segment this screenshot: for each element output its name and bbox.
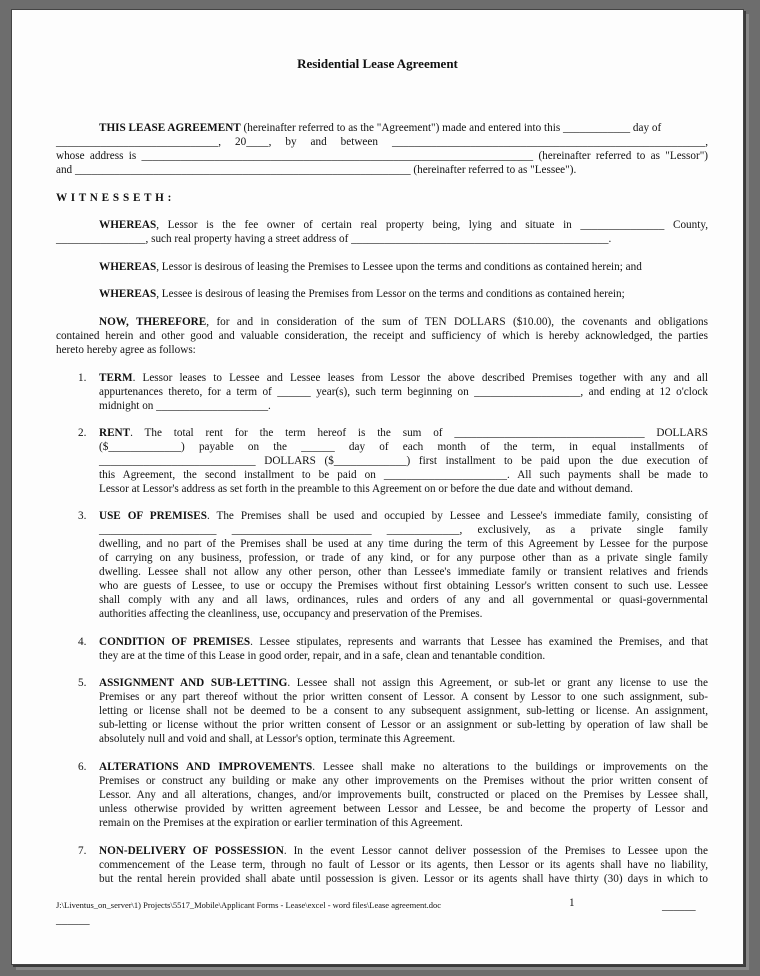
- now-therefore-line-2: contained herein and other good and valuable consideration, the receipt and sufficiency of which is hereby acknowledged, the parties: [56, 330, 708, 342]
- whereas-1-line-2: ________________, such real property having a street address of ______________________________________________.: [56, 233, 612, 245]
- section-2-number: 2.: [78, 427, 87, 439]
- intro-line-1: THIS LEASE AGREEMENT (hereinafter referred to as the "Agreement") made and entered into this ____________ day of: [99, 122, 662, 134]
- section-6-line-5: remain on the Premises at the expiration or earlier termination of this Agreement.: [99, 817, 463, 829]
- section-6-line-1: ALTERATIONS AND IMPROVEMENTS. Lessee shall make no alterations to the buildings or improvements on the: [99, 761, 709, 773]
- intro-bold: THIS LEASE AGREEMENT: [99, 122, 241, 134]
- section-3-line-8: authorities affecting the cleanliness, use, occupancy and preservation of the Premises.: [99, 608, 483, 620]
- section-1-line-3: midnight on ____________________.: [99, 400, 271, 412]
- section-3-number: 3.: [78, 510, 87, 522]
- section-2-line-4: this Agreement, the second installment to be paid on ______________________. All such payments shall be made to: [99, 469, 708, 481]
- section-2-line-1: RENT. The total rent for the term hereof is the sum of __________________________________ DOLLARS: [99, 427, 708, 439]
- section-7-line-2: commencement of the Lease term, through no fault of Lessor or its agents, then Lessor or its agents shall have no liability,: [99, 859, 708, 871]
- section-5-line-5: absolutely null and void and shall, at Lessor's option, terminate this Agreement.: [99, 733, 456, 745]
- document-title: Residential Lease Agreement: [297, 56, 458, 71]
- section-4-heading: CONDITION OF PREMISES: [99, 636, 251, 648]
- section-1-line-2: appurtenances thereto, for a term of ______ year(s), such term beginning on ___________________, and ending at 12 o'clock: [99, 386, 708, 398]
- section-5-line-4: sub-letting or license without the prior written consent of Lessor or an assignment or sub-letting by operation of law shall be: [99, 719, 708, 731]
- section-2-line-3: ____________________________ DOLLARS ($_____________) first installment to be paid upon the due execution of: [99, 455, 708, 467]
- section-5-line-2: Premises or any part thereof without the prior written consent of Lessor. A consent by Lessor to one such assignment, sub-: [99, 691, 708, 703]
- whereas-3: WHEREAS, Lessee is desirous of leasing the Premises from Lessor on the terms and conditions as contained herein;: [99, 288, 625, 300]
- section-3-line-5: dwelling. Lessee shall not allow any other person, other than Lessee's immediate family or transient relatives and friends: [99, 566, 708, 578]
- footer-initials-line-left: ______: [56, 914, 90, 926]
- intro-line-3: whose address is ______________________________________________________________________ (hereinafter referred to as "Lessor"): [56, 150, 708, 162]
- whereas-2: WHEREAS, Lessor is desirous of leasing the Premises to Lessee upon the terms and conditions as contained herein; and: [99, 261, 642, 273]
- footer-page-number: 1: [569, 897, 575, 909]
- section-6-heading: ALTERATIONS AND IMPROVEMENTS: [99, 761, 313, 773]
- footer-file-path: J:\Liventus_on_server\1) Projects\5517_Mobile\Applicant Forms - Lease\excel - word files\Lease agreement.doc: [56, 900, 441, 910]
- witnesseth-heading: W I T N E S S E T H :: [56, 192, 172, 204]
- now-therefore-line-1: NOW, THEREFORE, for and in consideration of the sum of TEN DOLLARS ($10.00), the covenants and obligations: [99, 316, 708, 328]
- document-page: [11, 9, 744, 965]
- section-7-number: 7.: [78, 845, 87, 857]
- section-1-heading: TERM: [99, 372, 133, 384]
- section-7-heading: NON-DELIVERY OF POSSESSION: [99, 845, 284, 857]
- section-3-line-4: of carrying on any business, profession, or trade of any kind, or for any purpose other than as a private single family: [99, 552, 708, 564]
- section-4-number: 4.: [78, 636, 87, 648]
- section-5-number: 5.: [78, 677, 87, 689]
- section-2-line-5: Lessor at Lessor's address as set forth in the preamble to this Agreement on or before the due date and without demand.: [99, 483, 633, 495]
- section-3-line-7: shall comply with any and all laws, ordinances, rules and orders of any and all governmental or quasi-governmental: [99, 594, 708, 606]
- section-5-heading: ASSIGNMENT AND SUB-LETTING: [99, 677, 288, 689]
- section-1-number: 1.: [78, 372, 87, 384]
- now-therefore-line-3: hereto hereby agree as follows:: [56, 344, 196, 356]
- section-2-line-2: ($_____________) payable on the ______ day of each month of the term, in equal installments of: [99, 441, 708, 453]
- section-7-line-3: but the rental herein provided shall abate until possession is given. Lessor or its agents shall have thirty (30) days in which to: [99, 873, 708, 885]
- section-1-line-1: TERM. Lessor leases to Lessee and Lessee leases from Lessor the above described Premises together with any and all: [99, 372, 708, 384]
- section-6-number: 6.: [78, 761, 87, 773]
- section-6-line-4: unless otherwise provided by written agreement between Lessor and Lessee, be and become the property of Lessor and: [99, 803, 708, 815]
- section-7-line-1: NON-DELIVERY OF POSSESSION. In the event Lessor cannot deliver possession of the Premises to Lessee upon the: [99, 845, 708, 857]
- section-5-line-3: letting or license shall not be deemed to be a consent to any subsequent assignment, sub-letting or license. An assignment,: [99, 705, 708, 717]
- whereas-1-line-1: WHEREAS, Lessor is the fee owner of certain real property being, lying and situate in _______________ County,: [99, 219, 708, 231]
- section-2-heading: RENT: [99, 427, 131, 439]
- section-4-line-1: CONDITION OF PREMISES. Lessee stipulates, represents and warrants that Lessee has examined the Premises, and that: [99, 636, 708, 648]
- section-3-heading: USE OF PREMISES: [99, 510, 207, 522]
- section-3-line-2: _____________________ _________________________ _____________, exclusively, as a private single family: [99, 524, 708, 536]
- section-4-line-2: they are at the time of this Lease in good order, repair, and in a safe, clean and tenantable condition.: [99, 650, 546, 662]
- section-3-line-3: dwelling, and no part of the Premises shall be used at any time during the term of this Agreement by Lessee for the purpose: [99, 538, 708, 550]
- intro-line-4: and ____________________________________________________________ (hereinafter referred to as "Lessee").: [56, 164, 577, 176]
- section-6-line-2: Premises or construct any building or make any other improvements on the Premises without the prior written consent of: [99, 775, 708, 787]
- footer-initials-line-right: ______: [662, 900, 696, 912]
- intro-line-2: _____________________________, 20____, by and between ________________________________________________________,: [56, 136, 708, 148]
- section-3-line-6: who are guests of Lessee, to use or occupy the Premises without first obtaining Lessor's written consent to such use. Lessee: [99, 580, 708, 592]
- section-3-line-1: USE OF PREMISES. The Premises shall be used and occupied by Lessee and Lessee's immediate family, consisting of: [99, 510, 708, 522]
- section-6-line-3: Lessor. Any and all alterations, changes, and/or improvements built, constructed or placed on the Premises by Lessee shall,: [99, 789, 708, 801]
- section-5-line-1: ASSIGNMENT AND SUB-LETTING. Lessee shall not assign this Agreement, or sub-let or grant any license to use the: [99, 677, 708, 689]
